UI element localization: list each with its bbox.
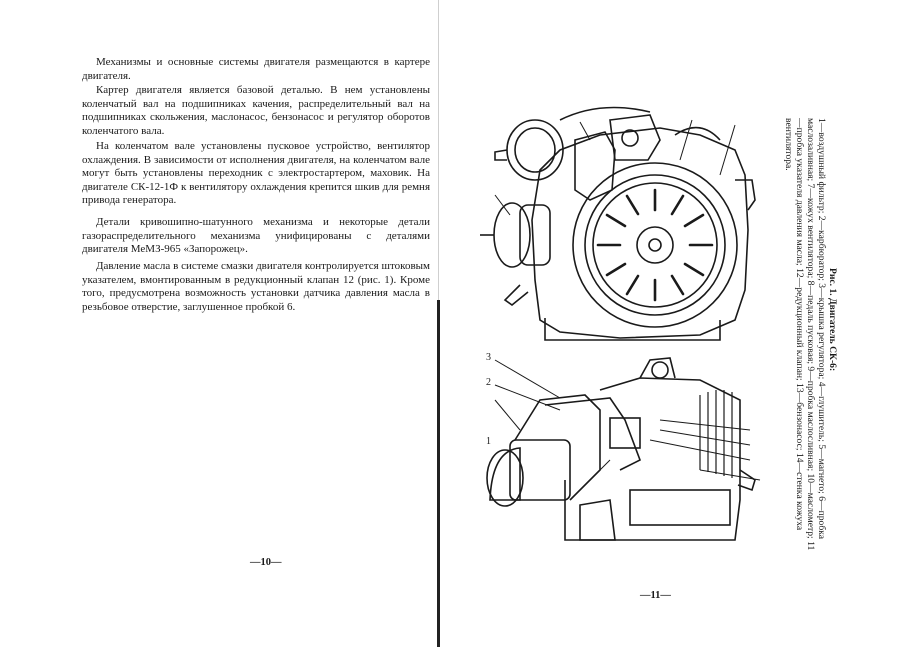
paragraph-5: Давление масла в системе смазки двигателя контролируется штоковым указателем, вмонтированным в редукционный клапан 12 (рис. 1). Кроме того, предусмотрена возможность установки датчика давления масла в резьбовое отверстие, заглушенное пробкой 6. — [82, 260, 430, 313]
callout-2: 2 — [486, 377, 491, 388]
callout-1: 1 — [486, 436, 491, 447]
caption-text: 1—воздушный фильтр; 2—карбюратор; 3—крышка регулятора; 4—глушитель; 5—магнето; 6—пробка маслозаливная; 7—кожух вентилятора; 8—педаль пусковая; 9—пробка маслосливная; 10—маслометр; 11—пробка указателя давления масла; 12—редукционный клапан; 13—бензонасос; 14—стенка кожуха вентилятора. — [783, 118, 827, 551]
paragraph-2: Картер двигателя является базовой деталью. В нем установлены коленчатый вал на подшипниках качения, распределительный вал на подшипниках скольжения, маслонасос, бензонасос и регулятор оборотов коленчатого вала. — [82, 84, 430, 137]
caption-title: Рис. 1. Двигатель СК-6: — [827, 268, 838, 372]
engine-top-view — [480, 108, 755, 341]
paragraph-4: Детали кривошипно-шатунного механизма и некоторые детали газораспределительного механизма унифицированы с деталями двигателя МеМЗ-965 «Запорожец». — [82, 216, 430, 256]
page-number-left: —10— — [250, 557, 282, 568]
figure-caption — [783, 118, 838, 558]
page-number-right: —11— — [640, 590, 671, 601]
callout-3: 3 — [486, 352, 491, 363]
paragraph-3: На коленчатом вале установлены пусковое устройство, вентилятор охлаждения. В зависимости от исполнения двигателя, на коленчатом вале могут быть установлены переходник с электростартером, маховик. На двигателе СК-12-1Ф к вентилятору охлаждения крепится шкив для ремня привода генератора. — [82, 140, 430, 207]
engine-bottom-view — [487, 358, 760, 540]
paragraph-1: Механизмы и основные системы двигателя размещаются в картере двигателя. — [82, 56, 430, 82]
